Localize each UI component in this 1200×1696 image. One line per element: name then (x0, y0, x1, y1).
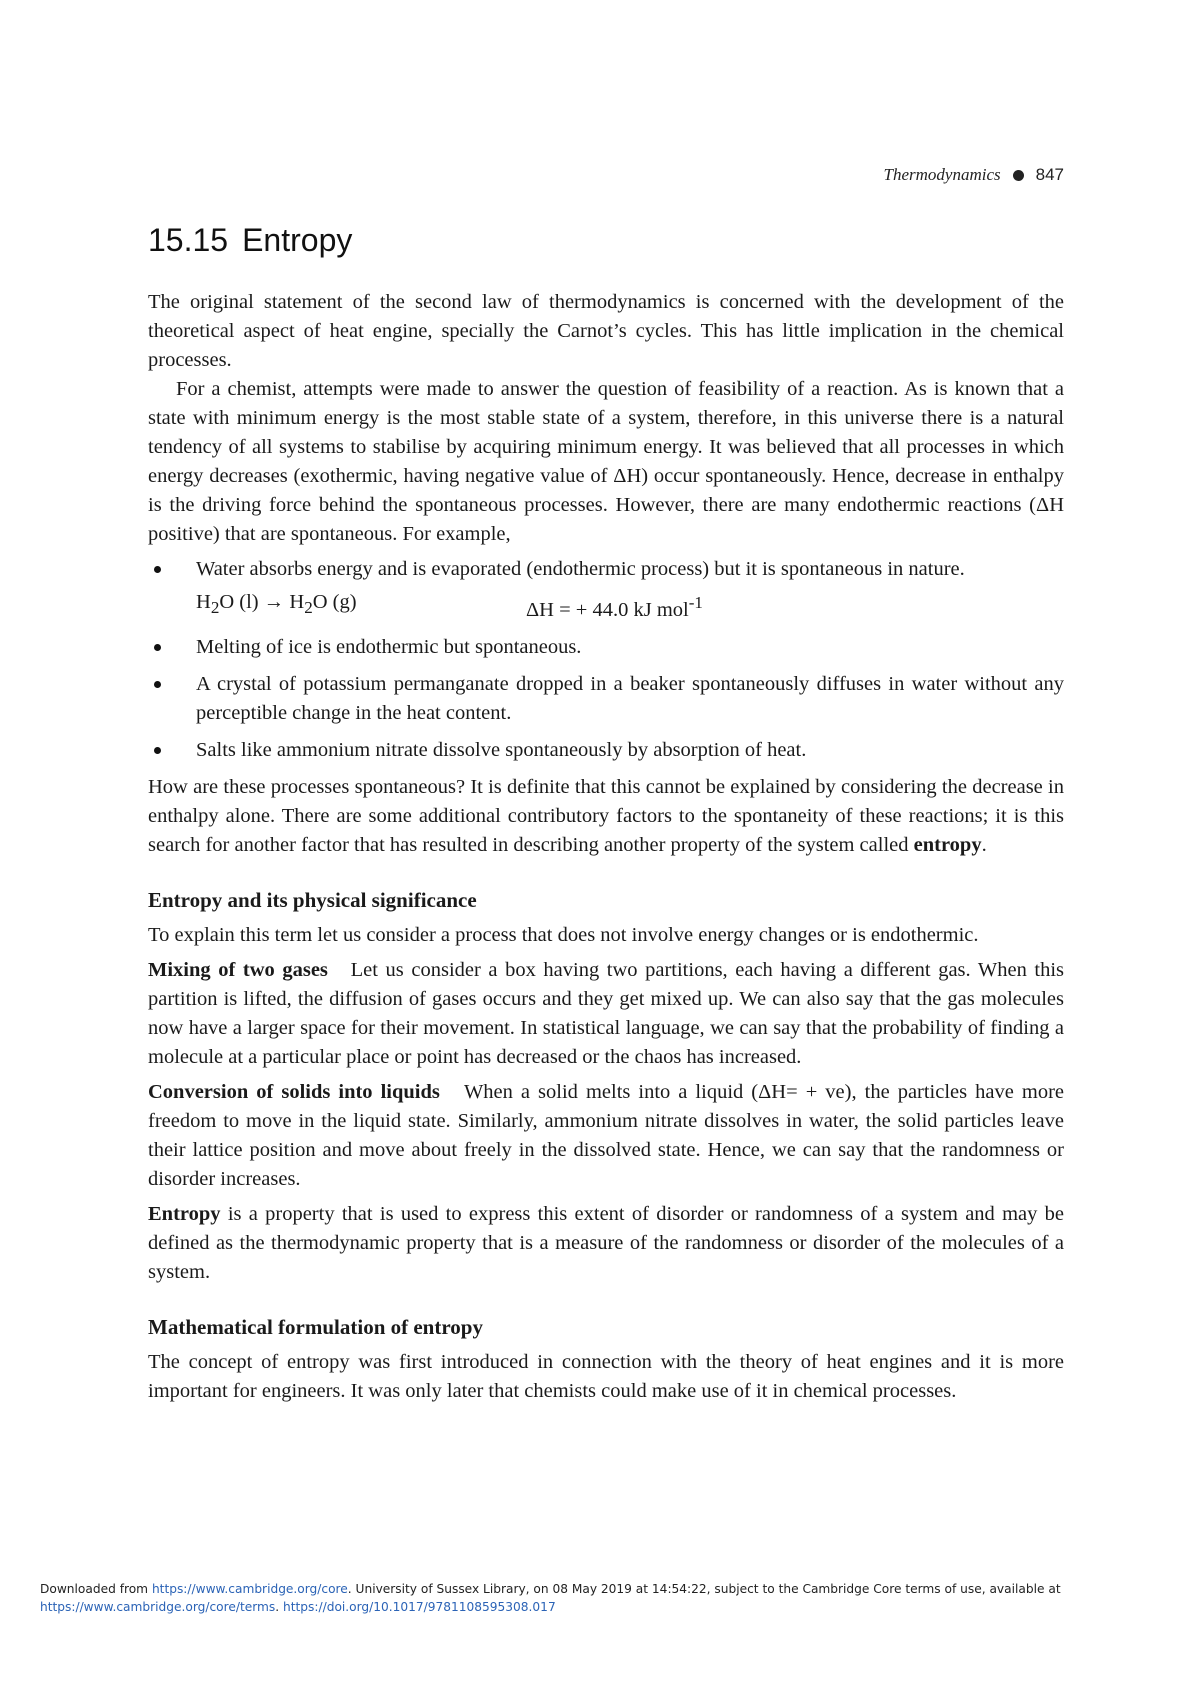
equation-reaction: $H_2O$ $(l) \to H_2O$ (g) (196, 591, 357, 618)
section-title (148, 222, 352, 259)
running-title: Thermodynamics (883, 165, 1001, 184)
doi-link[interactable]: https://doi.org/10.1017/9781108595308.017 (283, 1600, 556, 1614)
running-head (884, 165, 1064, 185)
subheading-physical-significance: Entropy and its physical significance (148, 887, 477, 912)
paragraph-intro: The original statement of the second law of thermodynamics is concerned with the development of the theoretical aspect of heat engine, specially the Carnot’s cycles. This has little implication in the chemical processes. (148, 291, 1064, 371)
section-heading: Entropy (242, 222, 353, 258)
list-item: Salts like ammonium nitrate dissolve spontaneously by absorption of heat. (148, 736, 1064, 765)
subheading-mathematical-formulation: Mathematical formulation of entropy (148, 1314, 483, 1339)
bullet-dot-icon (1013, 170, 1024, 181)
paragraph-explain: To explain this term let us consider a process that does not involve energy changes or is endothermic. (148, 923, 979, 946)
download-footer: Downloaded from https://www.cambridge.org/core. University of Sussex Library, on 08 May 2019 at 14:54:22, subject to the Cambridge Core terms of use, available at https://www.cambridge.org/core/terms. https://doi.org/10.1017/9781108595308.017 (40, 1582, 1061, 1614)
list-item: Melting of ice is endothermic but spontaneous. (148, 633, 1064, 662)
page-number: 847 (1035, 165, 1064, 184)
examples-list (148, 555, 1064, 584)
examples-list-continued (148, 633, 1064, 765)
terms-link[interactable]: https://www.cambridge.org/core/terms (40, 1600, 276, 1614)
paragraph-feasibility: For a chemist, attempts were made to answer the question of feasibility of a reaction. As is known that a state with minimum energy is the most stable state of a system, therefore, in this universe there is a natural tendency of all systems to stabilise by acquiring minimum energy. It was believed that all processes in which energy decreases (exothermic, having negative value of ΔH) occur spontaneously. Hence, decrease in enthalpy is the driving force behind the spontaneous processes. However, there are many endothermic reactions (ΔH positive) that are spontaneous. For example, (148, 378, 1064, 545)
paragraph-mixing: Mixing of two gases Let us consider a box having two partitions, each having a different gas. When this partition is lifted, the diffusion of gases occurs and they get mixed up. We can also say that the gas molecules now have a larger space for their movement. In statistical language, we can say that the probability of finding a molecule at a particular place or point has decreased or the chaos has increased. (148, 958, 1065, 1068)
paragraph-spontaneity: How are these processes spontaneous? It is definite that this cannot be explained by considering the decrease in enthalpy alone. There are some additional contributory factors to the spontaneity of these reactions; it is this search for another factor that has resulted in describing another property of the system called entropy. (148, 775, 1064, 856)
list-item: A crystal of potassium permanganate dropped in a beaker spontaneously diffuses in water without any perceptible change in the heat content. (148, 670, 1064, 728)
cambridge-core-link[interactable]: https://www.cambridge.org/core (151, 1582, 348, 1596)
list-item: Water absorbs energy and is evaporated (endothermic process) but it is spontaneous in nature. (148, 555, 1064, 584)
equation (148, 588, 1064, 625)
paragraph-conversion: Conversion of solids into liquids When a solid melts into a liquid (ΔH= + ve), the particles have more freedom to move in the liquid state. Similarly, ammonium nitrate dissolves in water, the solid particles leave their lattice position and move about freely in the dissolved state. Hence, we can say that the randomness or disorder increases. (148, 1080, 1065, 1190)
term-entropy: entropy (913, 833, 982, 856)
run-in-entropy: Entropy (148, 1202, 221, 1225)
paragraph-entropy-definition: Entropy is a property that is used to express this extent of disorder or randomness of a system and may be defined as the thermodynamic property that is a measure of the randomness or disorder of the molecules of a system. (148, 1202, 1064, 1283)
body-text (148, 288, 1064, 1406)
run-in-mixing: Mixing of two gases (148, 958, 328, 981)
equation-enthalpy: ΔH = + 44.0 kJ mol$^{-1}$ (526, 593, 703, 621)
run-in-conversion: Conversion of solids into liquids (148, 1080, 440, 1103)
section-number: 15.15 (148, 222, 229, 258)
paragraph-concept: The concept of entropy was first introduced in connection with the theory of heat engines and it is more important for engineers. It was only later that chemists could make use of it in chemical processes. (148, 1350, 1064, 1402)
